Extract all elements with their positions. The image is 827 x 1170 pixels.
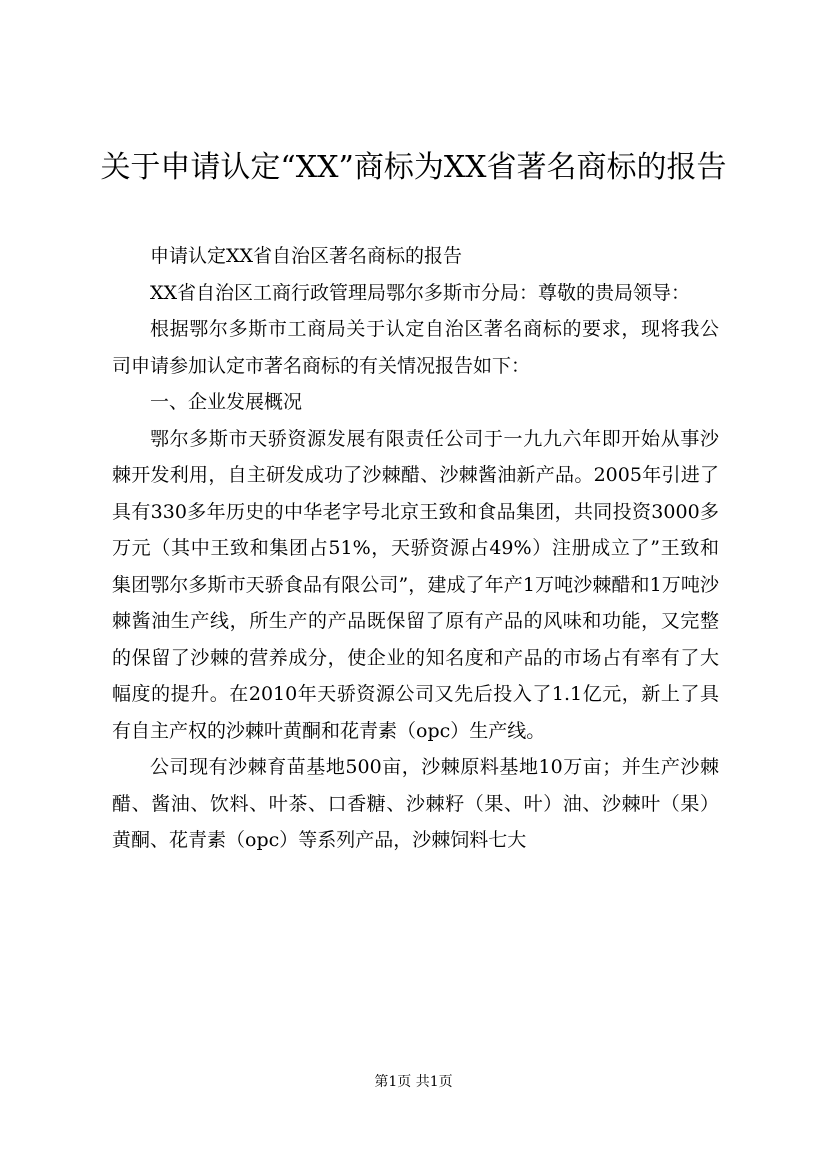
paragraph-subject: 申请认定XX省自治区著名商标的报告 — [150, 245, 463, 267]
paragraph-company-history: 鄂尔多斯市天骄资源发展有限责任公司于一九九六年即开始从事沙棘开发利用，自主研发成功了沙棘醋、沙棘酱油新产品。2005年引进了具有330多年历史的中华老字号北京王致和食品集团，共同投资3000多万元（其中王致和集团占51%，天骄资源占49%）注册成立了”王致和集团鄂尔多斯市天骄食品有限公司”，建成了年产1万吨沙棘醋和1万吨沙棘酱油生产线，所生产的产品既保留了原有产品的风味和功能，又完整的保留了沙棘的营养成分，使企业的知名度和产品的市场占有率有了大幅度的提升。在2010年天骄资源公司又先后投入了1.1亿元，新上了具有自主产权的沙棘叶黄酮和花青素（opc）生产线。 — [112, 427, 719, 742]
document-title: 关于申请认定“XX”商标为XX省著名商标的报告 — [100, 150, 727, 185]
section-heading: 一、企业发展概况 — [150, 391, 303, 413]
document-body — [112, 238, 719, 859]
paragraph-intro: 根据鄂尔多斯市工商局关于认定自治区著名商标的要求，现将我公司申请参加认定市著名商标的有关情况报告如下： — [112, 318, 719, 377]
paragraph-company-assets: 公司现有沙棘育苗基地500亩，沙棘原料基地10万亩；并生产沙棘醋、酱油、饮料、叶茶、口香糖、沙棘籽（果、叶）油、沙棘叶（果）黄酮、花青素（opc）等系列产品，沙棘饲料七大 — [112, 756, 719, 851]
paragraph-recipient: XX省自治区工商行政管理局鄂尔多斯市分局：尊敬的贵局领导： — [150, 281, 691, 304]
page-number: 第1页 共1页 — [374, 1074, 453, 1090]
